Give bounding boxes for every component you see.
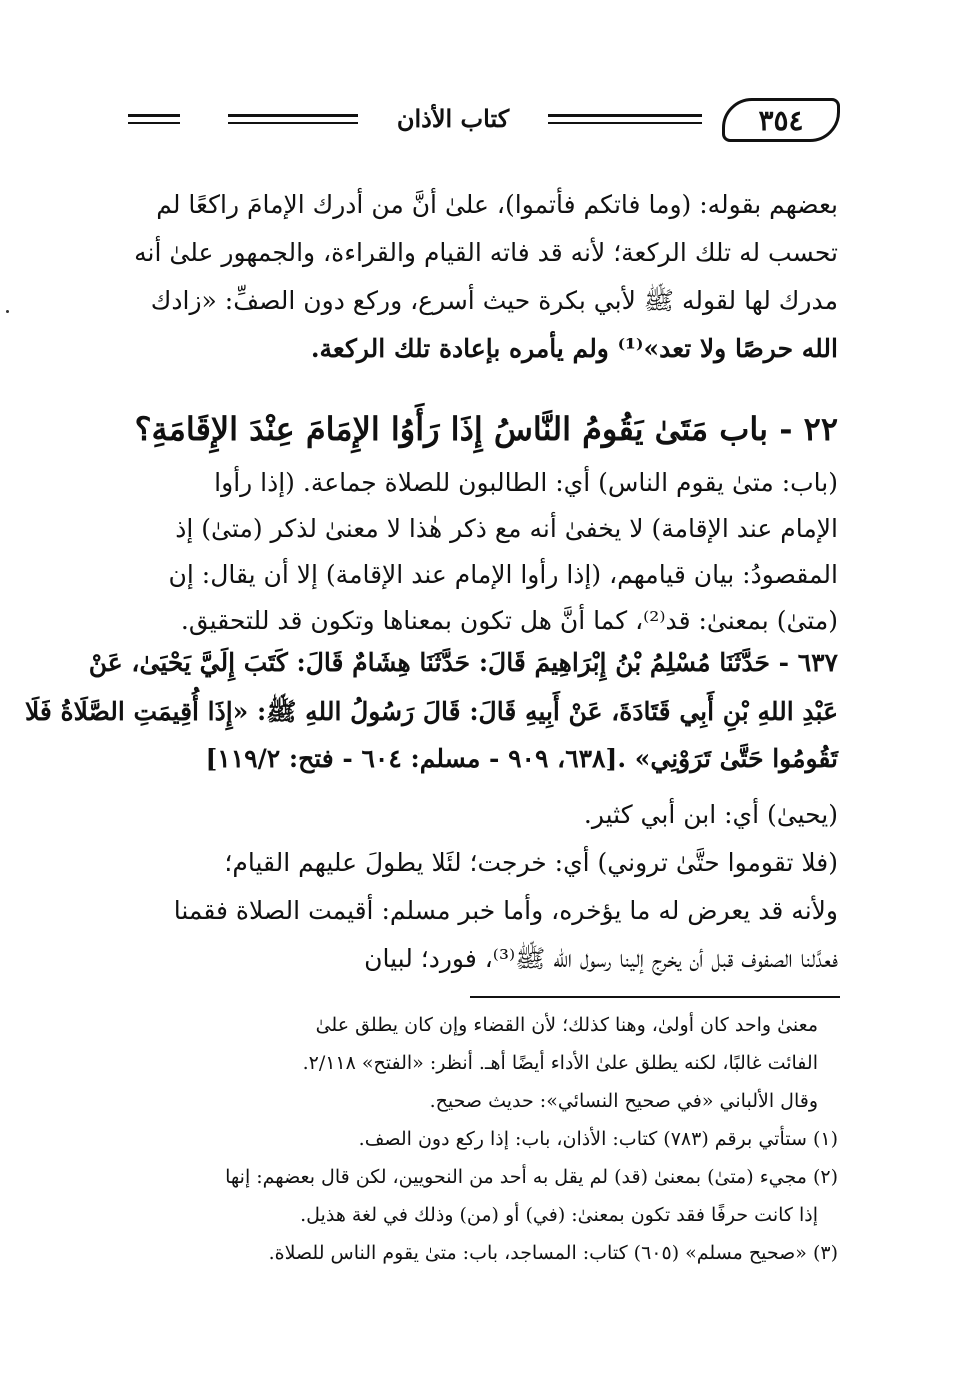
body-line: (متىٰ) بمعنىٰ: قد⁽²⁾، كما أنَّ هل تكون بمعناها وتكون قد للتحقيق. bbox=[180, 606, 838, 635]
body-line: (فلا تقوموا حتَّىٰ تروني) أي: خرجت؛ لئَلا يطولَ عليهم القيام؛ bbox=[224, 848, 838, 877]
body-line: فعدَّلنا الصفوف قبل أن يخرج إلينا رسول الله ﷺ⁽³⁾، فورد؛ لبيان bbox=[364, 944, 838, 973]
chapter-heading: ٢٢ - باب مَتَىٰ يَقُومُ النَّاسُ إِذَا رَأَوُا الإِمَامَ عِنْدَ الإِقَامَةِ؟ bbox=[134, 410, 838, 448]
body-line: بعضهم بقوله: (وما فاتكم فأتموا)، علىٰ أنَّ من أدرك الإمامَ راكعًا لم bbox=[156, 190, 838, 219]
body-line: الله حرصًا ولا تعد»⁽¹⁾ ولم يأمره بإعادة تلك الركعة. bbox=[310, 334, 838, 363]
body-line: الإمام عند الإقامة) لا يخفىٰ أنه مع ذكر هٰذا لا معنىٰ لذكر (متىٰ) إذ bbox=[175, 514, 838, 543]
footnote-line: وقال الألباني «في صحيح النسائي»: حديث صحيح. bbox=[429, 1090, 818, 1112]
footnote-line: معنىٰ واحد كان أولىٰ، وهنا كذلك؛ لأن القضاء وإن كان يطلق علىٰ bbox=[315, 1014, 818, 1036]
page-number: ٣٥٤ bbox=[722, 98, 840, 142]
footnote-line: (٣) «صحيح مسلم» (٦٠٥) كتاب: المساجد، باب: متىٰ يقوم الناس للصلاة. bbox=[268, 1242, 838, 1264]
footnote-separator bbox=[470, 996, 840, 998]
hadith-text: عَبْدِ اللهِ بْنِ أَبِي قَتَادَةَ، عَنْ أَبِيهِ قَالَ: قَالَ رَسُولُ اللهِ ﷺ: «إِذَا أُقِيمَتِ الصَّلَاةُ فَلَا bbox=[24, 697, 838, 726]
footnote-line: (١) ستأتي برقم (٧٨٣) كتاب: الأذان، باب: إذا ركع دون الصف. bbox=[358, 1128, 838, 1150]
running-title: كتاب الأذان bbox=[358, 104, 548, 133]
page-header bbox=[128, 96, 840, 146]
hadith-text: ٦٣٧ - حَدَّثَنَا مُسْلِمُ بْنُ إِبْرَاهِيمَ قَالَ: حَدَّثَنَا هِشَامٌ قَالَ: كَتَبَ إِلَيَّ يَحْيَىٰ، عَنْ bbox=[88, 648, 838, 677]
body-line: (باب: متىٰ يقوم الناس) أي: الطالبون للصلاة جماعة. (إذا رأوا bbox=[214, 468, 838, 497]
hadith-text: تَقُومُوا حَتَّىٰ تَرَوْنِي» .[٦٣٨، ٩٠٩ - مسلم: ٦٠٤ - فتح: ١١٩/٢] bbox=[205, 744, 838, 773]
body-line: مدرك لها لقوله ﷺ لأبي بكرة حيث أسرع، وركع دون الصفِّ: «زادك bbox=[150, 286, 838, 315]
footnote-line: (٢) مجيء (متىٰ) بمعنىٰ (قد) لم يقل به أحد من النحويين، لكن قال بعضهم: إنها bbox=[225, 1166, 838, 1188]
header-rule-left bbox=[128, 114, 180, 117]
footnote-line: إذا كانت حرفًا فقد تكون بمعنىٰ: (في) أو (من) وذلك في لغة هذيل. bbox=[300, 1204, 818, 1226]
scan-speck bbox=[6, 310, 9, 313]
body-line: ولأنه قد يعرض له ما يؤخره، وأما خبر مسلم: أقيمت الصلاة فقمنا bbox=[173, 896, 838, 925]
body-line: تحسب له تلك الركعة؛ لأنه قد فاته القيام والقراءة، والجمهور علىٰ أنه bbox=[134, 238, 838, 267]
body-line: (يحيىٰ) أي: ابن أبي كثير. bbox=[583, 800, 838, 829]
footnote-line: الفائت غالبًا، لكنه يطلق علىٰ الأداء أيضًا أهـ. أنظر: «الفتح» ٢/١١٨. bbox=[302, 1052, 818, 1074]
body-line: المقصودُ: بيان قيامهم، (إذا رأوا الإمام عند الإقامة) إلا أن يقال: إن bbox=[168, 560, 838, 589]
header-rule-left-lower bbox=[128, 122, 180, 124]
